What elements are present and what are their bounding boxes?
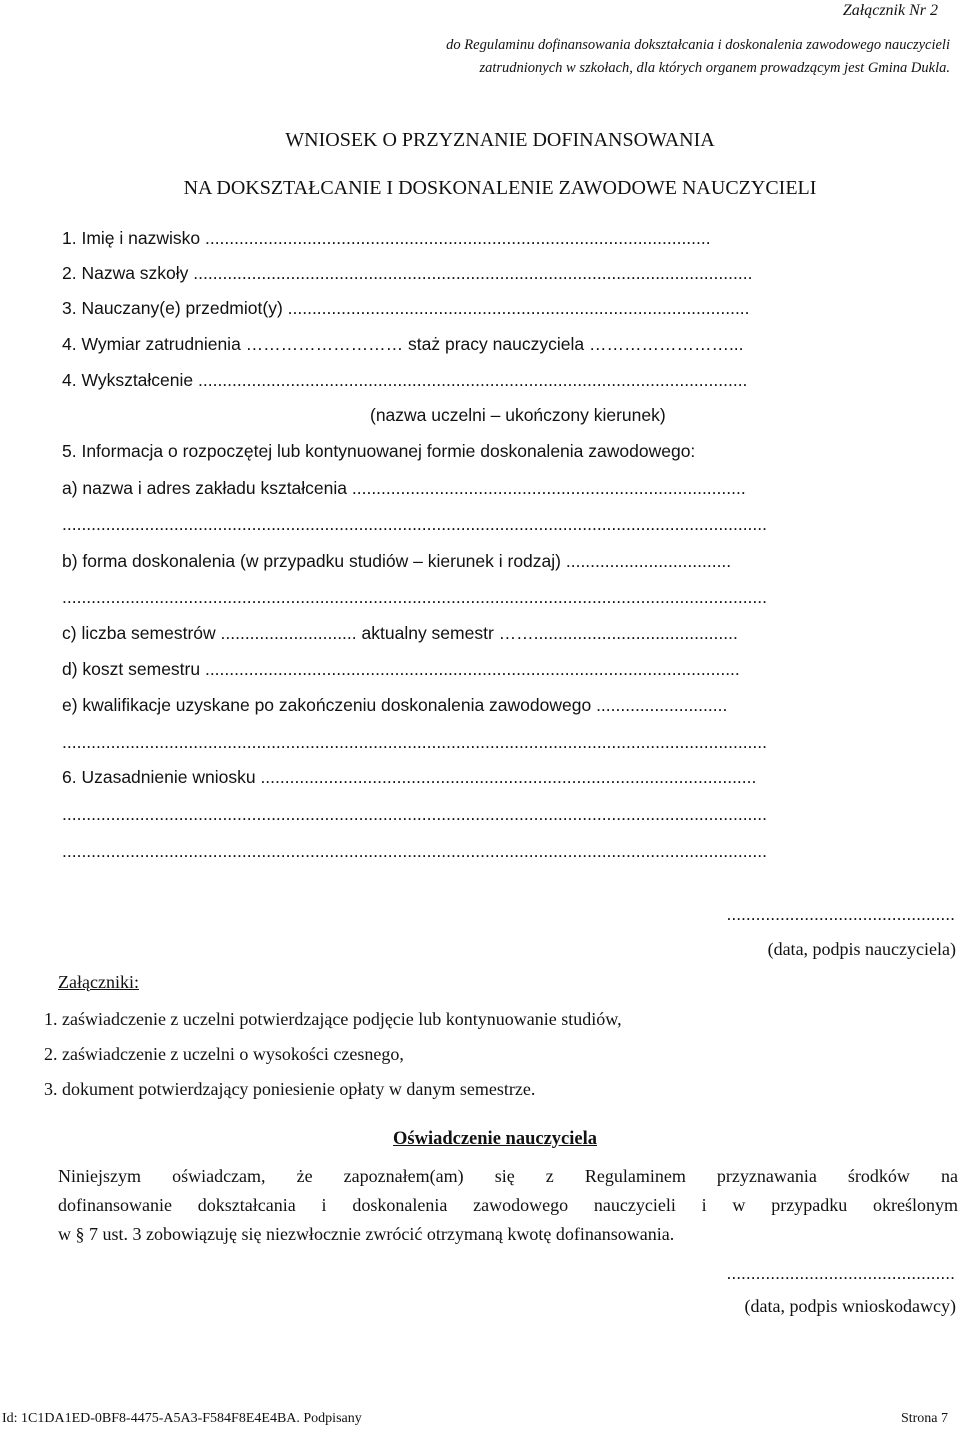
header-line-2: zatrudnionych w szkołach, dla których organem prowadzącym jest Gmina Dukla. — [479, 60, 950, 76]
field-e-qualifications: e) kwalifikacje uzyskane po zakończeniu doskonalenia zawodowego ........................... — [62, 695, 728, 715]
signature-applicant-label: (data, podpis wnioskodawcy) — [744, 1296, 956, 1316]
attachment-item-3: 3. dokument potwierdzający poniesienie opłaty w danym semestrze. — [44, 1079, 536, 1099]
field-education: 4. Wykształcenie ................................................................................................................. — [62, 370, 748, 390]
field-name: 1. Imię i nazwisko ........................................................................................................ — [62, 228, 711, 248]
field-b-form: b) forma doskonalenia (w przypadku studiów – kierunek i rodzaj) .................................. — [62, 551, 732, 571]
signature-applicant-dots: ............................................... — [726, 1263, 955, 1283]
field-school: 2. Nazwa szkoły ................................................................................................................... — [62, 263, 753, 283]
justification-line-2: ................................................................................................................................................. — [62, 841, 767, 861]
justification-line-1: ................................................................................................................................................. — [62, 804, 767, 824]
declaration-heading: Oświadczenie nauczyciela — [393, 1129, 597, 1149]
footer-document-id: Id: 1C1DA1ED-0BF8-4475-A5A3-F584F8E4E4BA. Podpisany — [2, 1411, 362, 1426]
field-a-institution: a) nazwa i adres zakładu kształcenia ................................................................................. — [62, 478, 746, 498]
attachments-heading: Załączniki: — [58, 972, 139, 992]
field-subject: 3. Nauczany(e) przedmiot(y) ............................................................................................... — [62, 298, 750, 318]
header-line-1: do Regulaminu dofinansowania dokształcania i doskonalenia zawodowego nauczycieli — [446, 37, 950, 53]
annex-number: Załącznik Nr 2 — [842, 2, 938, 19]
field-e-continuation: ................................................................................................................................................. — [62, 732, 767, 752]
title-line-2: NA DOKSZTAŁCANIE I DOSKONALENIE ZAWODOWE NAUCZYCIELI — [183, 177, 817, 199]
field-c-semesters: c) liczba semestrów ............................ aktualny semestr …….......................................... — [62, 623, 738, 643]
field-a-continuation: ................................................................................................................................................. — [62, 514, 767, 534]
declaration-line-2: dofinansowanie dokształcania i doskonalenia zawodowego nauczycieli i w przypadku określonym — [58, 1195, 958, 1215]
signature-teacher-label: (data, podpis nauczyciela) — [767, 939, 956, 959]
field-d-cost: d) koszt semestru .............................................................................................................. — [62, 659, 740, 679]
field-education-hint: (nazwa uczelni – ukończony kierunek) — [370, 405, 666, 425]
attachment-item-1: 1. zaświadczenie z uczelni potwierdzające podjęcie lub kontynuowanie studiów, — [44, 1009, 622, 1029]
section-5-heading: 5. Informacja o rozpoczętej lub kontynuowanej formie doskonalenia zawodowego: — [62, 441, 696, 461]
section-6-justification: 6. Uzasadnienie wniosku ...................................................................................................... — [62, 767, 757, 787]
field-b-continuation: ................................................................................................................................................. — [62, 587, 767, 607]
field-employment: 4. Wymiar zatrudnienia ……………………… staż pracy nauczyciela ……………………... — [62, 334, 744, 354]
signature-teacher-dots: ............................................... — [726, 904, 955, 924]
declaration-line-1: Niniejszym oświadczam, że zapoznałem(am) się z Regulaminem przyznawania środków na — [58, 1166, 958, 1186]
footer-page-number: Strona 7 — [900, 1411, 948, 1426]
title-line-1: WNIOSEK O PRZYZNANIE DOFINANSOWANIA — [285, 129, 715, 151]
declaration-line-3: w § 7 ust. 3 zobowiązuję się niezwłocznie zwrócić otrzymaną kwotę dofinansowania. — [58, 1224, 675, 1244]
attachment-item-2: 2. zaświadczenie z uczelni o wysokości czesnego, — [44, 1044, 404, 1064]
